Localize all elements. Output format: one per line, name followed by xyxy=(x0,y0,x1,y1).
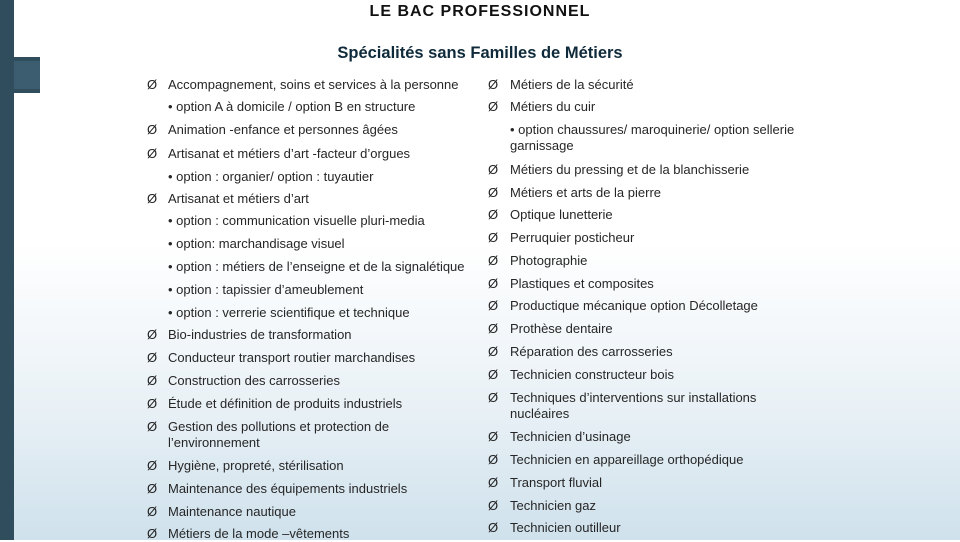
arrow-bullet-icon: Ø xyxy=(147,458,158,473)
arrow-bullet-icon: Ø xyxy=(147,77,158,92)
right-list-item: Transport fluvial xyxy=(510,475,602,490)
left-list-item: Maintenance nautique xyxy=(168,504,296,519)
arrow-bullet-icon: Ø xyxy=(147,526,158,541)
left-option-item: • option: marchandisage visuel xyxy=(168,236,345,251)
arrow-bullet-icon: Ø xyxy=(488,276,499,291)
arrow-bullet-icon: Ø xyxy=(488,162,499,177)
right-list-item: Technicien gaz xyxy=(510,498,596,513)
right-list-item: Prothèse dentaire xyxy=(510,321,613,336)
right-option-item: • option chaussures/ maroquinerie/ option sellerie garnissage xyxy=(510,122,795,153)
left-option-item: • option : verrerie scientifique et technique xyxy=(168,305,410,320)
right-list-item: Métiers et arts de la pierre xyxy=(510,185,662,200)
left-list-item: Métiers de la mode –vêtements xyxy=(168,526,350,541)
left-option-item: • option : communication visuelle pluri-media xyxy=(168,213,425,228)
left-list-item: Artisanat et métiers d’art -facteur d’orgues xyxy=(168,146,411,161)
arrow-bullet-icon: Ø xyxy=(488,429,499,444)
arrow-bullet-icon: Ø xyxy=(488,99,499,114)
left-list-item: Bio-industries de transformation xyxy=(168,327,352,342)
arrow-bullet-icon: Ø xyxy=(147,122,158,137)
left-list-item: Accompagnement, soins et services à la personne xyxy=(168,77,459,92)
arrow-bullet-icon: Ø xyxy=(147,419,158,434)
right-list-item: Métiers de la sécurité xyxy=(510,77,634,92)
arrow-bullet-icon: Ø xyxy=(488,367,499,382)
left-list-item: Maintenance des équipements industriels xyxy=(168,481,408,496)
arrow-bullet-icon: Ø xyxy=(147,481,158,496)
arrow-bullet-icon: Ø xyxy=(488,298,499,313)
arrow-bullet-icon: Ø xyxy=(147,146,158,161)
arrow-bullet-icon: Ø xyxy=(147,191,158,206)
right-list-item: Technicien en appareillage orthopédique xyxy=(510,452,744,467)
arrow-bullet-icon: Ø xyxy=(488,253,499,268)
arrow-bullet-icon: Ø xyxy=(488,475,499,490)
arrow-bullet-icon: Ø xyxy=(488,520,499,535)
left-list-item: Hygiène, propreté, stérilisation xyxy=(168,458,344,473)
right-list-item: Technicien outilleur xyxy=(510,520,621,535)
left-option-item: • option : tapissier d’ameublement xyxy=(168,282,364,297)
left-list-item: Conducteur transport routier marchandises xyxy=(168,350,416,365)
right-list-item: Plastiques et composites xyxy=(510,276,654,291)
right-list-item: Optique lunetterie xyxy=(510,207,613,222)
left-option-item: • option A à domicile / option B en structure xyxy=(168,99,416,114)
left-list-item: Étude et définition de produits industriels xyxy=(168,396,403,411)
left-list-item: Artisanat et métiers d’art xyxy=(168,191,309,206)
arrow-bullet-icon: Ø xyxy=(147,327,158,342)
page-title: LE BAC PROFESSIONNEL xyxy=(369,3,591,20)
right-list-item: Techniques d’interventions sur installations nucléaires xyxy=(510,390,757,421)
right-list-item: Technicien d’usinage xyxy=(510,429,631,444)
arrow-bullet-icon: Ø xyxy=(488,207,499,222)
left-option-item: • option : organier/ option : tuyautier xyxy=(168,169,374,184)
arrow-bullet-icon: Ø xyxy=(488,321,499,336)
arrow-bullet-icon: Ø xyxy=(488,185,499,200)
left-list-item: Construction des carrosseries xyxy=(168,373,340,388)
right-list-item: Photographie xyxy=(510,253,588,268)
arrow-bullet-icon: Ø xyxy=(488,77,499,92)
right-list-item: Métiers du pressing et de la blanchisserie xyxy=(510,162,750,177)
arrow-bullet-icon: Ø xyxy=(147,396,158,411)
arrow-bullet-icon: Ø xyxy=(488,498,499,513)
left-list-item: Animation -enfance et personnes âgées xyxy=(168,122,398,137)
arrow-bullet-icon: Ø xyxy=(488,230,499,245)
arrow-bullet-icon: Ø xyxy=(147,373,158,388)
right-list-item: Perruquier posticheur xyxy=(510,230,635,245)
arrow-bullet-icon: Ø xyxy=(147,350,158,365)
page-subtitle: Spécialités sans Familles de Métiers xyxy=(337,44,623,62)
right-list-item: Réparation des carrosseries xyxy=(510,344,673,359)
right-list-item: Métiers du cuir xyxy=(510,99,596,114)
left-option-item: • option : métiers de l’enseigne et de la signalétique xyxy=(168,259,465,274)
arrow-bullet-icon: Ø xyxy=(488,452,499,467)
right-list-item: Productique mécanique option Décolletage xyxy=(510,298,758,313)
arrow-bullet-icon: Ø xyxy=(488,390,499,405)
left-list-item: Gestion des pollutions et protection de l’environnement xyxy=(168,419,390,450)
arrow-bullet-icon: Ø xyxy=(147,504,158,519)
right-list-item: Technicien constructeur bois xyxy=(510,367,675,382)
arrow-bullet-icon: Ø xyxy=(488,344,499,359)
